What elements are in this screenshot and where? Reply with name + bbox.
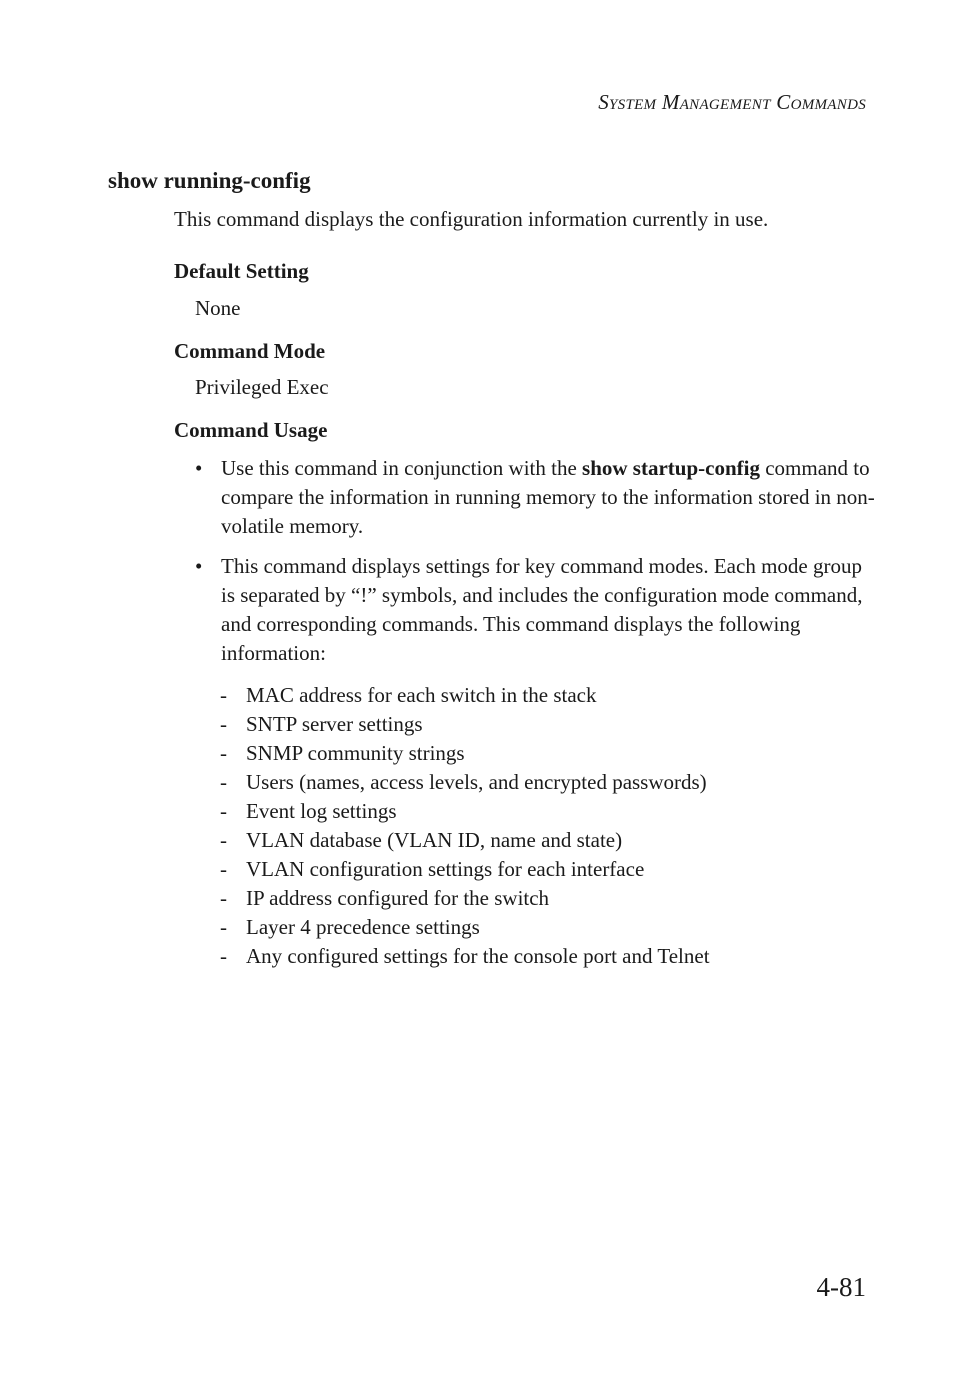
bullet-1-post: command to compare the information in running memory to the information stored in non-volatile memory. (221, 456, 875, 538)
list-item-text: Users (names, access levels, and encrypted passwords) (246, 770, 707, 794)
list-item-text: Any configured settings for the console port and Telnet (246, 944, 710, 968)
displayed-information-list (220, 681, 710, 971)
list-item: - MAC address for each switch in the stack (220, 683, 597, 707)
list-item-text: Event log settings (246, 799, 397, 823)
command-usage-heading: Command Usage (174, 418, 328, 442)
command-mode-value: Privileged Exec (195, 375, 329, 399)
bullet-mark: • (195, 456, 203, 480)
list-item-text: SNTP server settings (246, 712, 423, 736)
list-item: - Any configured settings for the console port and Telnet (220, 944, 710, 968)
list-item: - SNMP community strings (220, 741, 465, 765)
usage-bullet-2-text: This command displays settings for key command modes. Each mode group is separated by “!” symbols, and includes the configuration mode command, and corresponding commands. This command displays the following information: (221, 554, 863, 665)
list-item-text: SNMP community strings (246, 741, 465, 765)
usage-bullet-2 (195, 552, 875, 668)
usage-bullet-1-text (221, 454, 875, 541)
list-item-text: Layer 4 precedence settings (246, 915, 480, 939)
list-item-text: VLAN configuration settings for each interface (246, 857, 645, 881)
bullet-mark: • (195, 554, 203, 578)
list-item: - VLAN database (VLAN ID, name and state) (220, 828, 623, 852)
list-item-text: MAC address for each switch in the stack (246, 683, 597, 707)
default-setting-value: None (195, 296, 241, 320)
list-item: - Event log settings (220, 799, 397, 823)
page-number: 4-81 (816, 1272, 866, 1302)
command-description: This command displays the configuration information currently in use. (174, 207, 769, 231)
list-item-text: IP address configured for the switch (246, 886, 550, 910)
list-item: - IP address configured for the switch (220, 886, 550, 910)
command-mode-heading: Command Mode (174, 339, 326, 363)
list-item: - Users (names, access levels, and encrypted passwords) (220, 770, 707, 794)
list-item: - Layer 4 precedence settings (220, 915, 480, 939)
command-title: show running-config (108, 168, 311, 193)
running-header: System Management Commands (598, 90, 866, 114)
usage-bullet-1 (195, 454, 875, 541)
list-item-text: VLAN database (VLAN ID, name and state) (246, 828, 623, 852)
bullet-1-command: show startup-config (582, 456, 760, 480)
bullet-1-pre: Use this command in conjunction with the (221, 456, 583, 480)
list-item: - SNTP server settings (220, 712, 423, 736)
default-setting-heading: Default Setting (174, 259, 309, 283)
list-item: - VLAN configuration settings for each interface (220, 857, 645, 881)
